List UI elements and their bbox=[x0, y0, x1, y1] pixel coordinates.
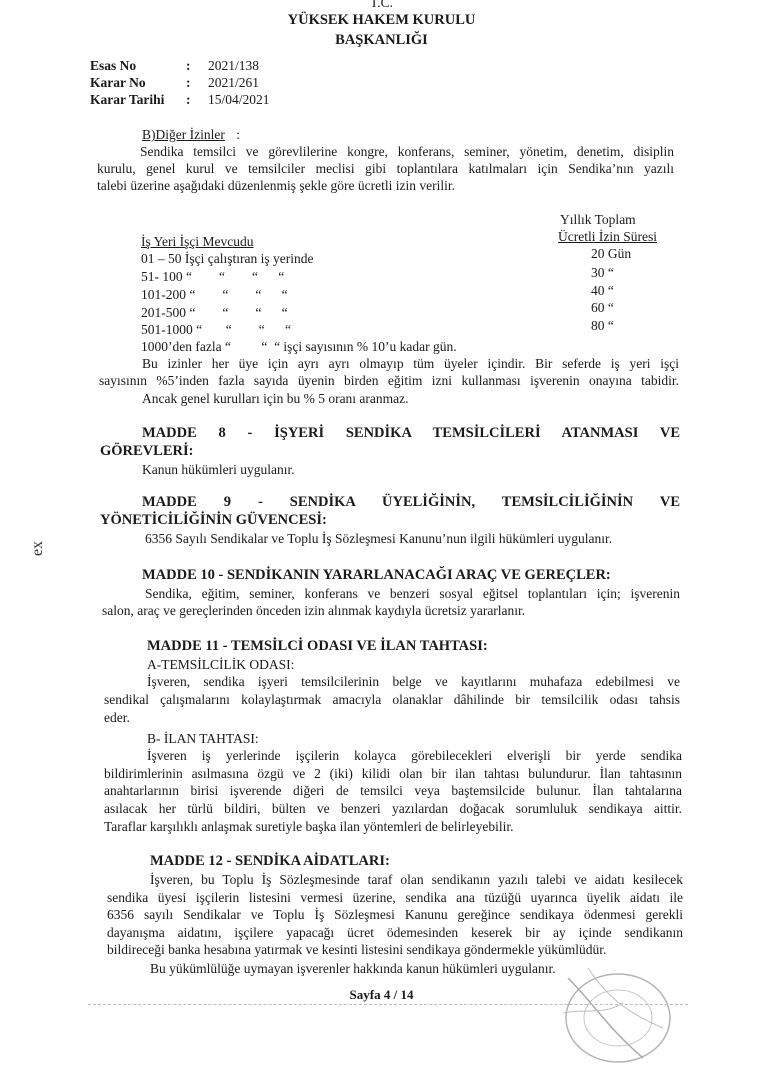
madde8-title-cont: GÖREVLERİ: bbox=[100, 443, 194, 459]
leave-col2-header-2: Ücretli İzin Süresi bbox=[558, 229, 657, 244]
meta-label-karar: Karar No bbox=[90, 75, 146, 90]
madde10-body-line: salon, araç ve gereçlerinden önceden izin alınmak kaydıyla ücretsiz yararlanır. bbox=[102, 603, 526, 618]
leave-row-days: 40 “ bbox=[591, 283, 614, 298]
leave-col2-header-1: Yıllık Toplam bbox=[560, 212, 636, 227]
madde11-b-line: asılacak her türlü bildiri, bülten ve benzeri yazılardan doğacak sorumluluk sendikaya aittir. bbox=[104, 801, 682, 816]
madde8-title: MADDE 8 - İŞYERİ SENDİKA TEMSİLCİLERİ ATANMASI VE bbox=[142, 425, 680, 441]
leave-row-range: 501-1000 “ “ “ “ bbox=[141, 322, 291, 337]
header-top-line: T.C. bbox=[370, 0, 393, 10]
institution-name: YÜKSEK HAKEM KURULU bbox=[287, 12, 476, 28]
meta-sep: : bbox=[186, 92, 191, 107]
leave-row-days: 20 Gün bbox=[591, 246, 632, 261]
meta-value-esas: 2021/138 bbox=[208, 58, 260, 73]
section-b-title bbox=[142, 126, 240, 143]
leave-row-range: 201-500 “ “ “ “ bbox=[141, 305, 288, 320]
madde8-body: Kanun hükümleri uygulanır. bbox=[142, 462, 295, 477]
section-b-after-line: Bu izinler her üye için ayrı ayrı olmayıp tüm üyeler içindir. Bir seferde iş yeri işçi bbox=[142, 356, 679, 371]
section-b-after-line: Ancak genel kurulları için bu % 5 oranı aranmaz. bbox=[142, 391, 409, 406]
section-b-title-text: B)Diğer İzinler bbox=[142, 127, 225, 142]
madde12-line: İşveren, bu Toplu İş Sözleşmesinde taraf olan sendikanın yazılı talebi ve aidatı kesilecek bbox=[150, 872, 683, 887]
footer-divider bbox=[88, 1004, 688, 1005]
madde11-a-title: A-TEMSİLCİLİK ODASI: bbox=[147, 657, 295, 672]
madde11-a-line: İşveren, sendika işyeri temsilcilerinin belge ve kayıtlarını muhafaza edebilmesi ve bbox=[147, 674, 680, 689]
madde9-title-cont: YÖNETİCİLİĞİNİN GÜVENCESİ: bbox=[100, 512, 327, 528]
madde12-line: dayanışma aidatını, işçilere yapacağı ücret ödemesinden keserek bir ay içinde sendikanın bbox=[107, 925, 683, 940]
madde11-a-line: eder. bbox=[104, 710, 130, 725]
margin-handwritten-mark: ex bbox=[29, 540, 47, 557]
madde12-title: MADDE 12 - SENDİKA AİDATLARI: bbox=[150, 853, 390, 869]
leave-row-days: 30 “ bbox=[591, 265, 614, 280]
section-b-intro-line: talebi üzerine aşağıdaki düzenlenmiş şekle göre ücretli izin verilir. bbox=[97, 178, 455, 193]
leave-row-days: 80 “ bbox=[591, 318, 614, 333]
meta-label-esas: Esas No bbox=[90, 58, 137, 73]
leave-col1-header: İş Yeri İşçi Mevcudu bbox=[141, 234, 254, 249]
section-b-intro-line: Sendika temsilci ve görevlilerine kongre, konferans, seminer, yönetim, denetim, disiplin bbox=[140, 144, 674, 159]
leave-last-row: 1000’den fazla “ “ “ işçi sayısının % 10’u kadar gün. bbox=[141, 339, 457, 354]
madde9-body: 6356 Sayılı Sendikalar ve Toplu İş Sözleşmesi Kanunu’nun ilgili hükümleri uygulanır. bbox=[145, 531, 613, 546]
madde12-line: sendika üyesi işçilerin listesini vermesi üzerine, sendika ana tüzüğü uyarınca üyelik aidatı ile bbox=[107, 890, 683, 905]
madde12-line: bildireceği banka hesabına yatırmak ve kesinti listesini sendikaya göndermekle yükümlüdür. bbox=[107, 942, 607, 957]
section-b-intro-line: kurulu, genel kurul ve temsilciler meclisi gibi toplantılara katılmaları için Sendika’nın yazılı bbox=[97, 161, 674, 176]
office-name: BAŞKANLIĞI bbox=[335, 32, 428, 48]
leave-row-range: 51- 100 “ “ “ “ bbox=[141, 269, 285, 284]
madde10-body-line: Sendika, eğitim, seminer, konferans ve benzeri sosyal eğitsel toplantıları için; işverenin bbox=[145, 586, 680, 601]
leave-row-range: 101-200 “ “ “ “ bbox=[141, 287, 288, 302]
meta-sep: : bbox=[186, 58, 191, 73]
madde11-b-title: B- İLAN TAHTASI: bbox=[147, 731, 259, 746]
madde11-a-line: sendikal çalışmalarını kolaylaştırmak amacıyla olanaklar dâhilinde bir temsilcilik odası tahsis bbox=[104, 692, 680, 707]
madde11-title: MADDE 11 - TEMSİLCİ ODASI VE İLAN TAHTASI: bbox=[147, 638, 488, 654]
madde11-b-line: anahtarlarının birisi işverende diğeri de temsilci veya baştemsilcide bulunur. İlan tahtalarına bbox=[104, 783, 682, 798]
meta-value-tarih: 15/04/2021 bbox=[208, 92, 270, 107]
section-b-title-colon: : bbox=[236, 127, 240, 142]
meta-label-tarih: Karar Tarihi bbox=[90, 92, 165, 107]
page-number: Sayfa 4 / 14 bbox=[349, 987, 414, 1002]
madde12-last-line: Bu yükümlülüğe uymayan işverenler hakkında kanun hükümleri uygulanır. bbox=[150, 961, 556, 976]
madde11-b-line: İşveren iş yerlerinde işçilerin kolayca görebilecekleri elverişli bir yerde sendika bbox=[147, 748, 682, 763]
madde10-title: MADDE 10 - SENDİKANIN YARARLANACAĞI ARAÇ VE GEREÇLER: bbox=[142, 567, 611, 583]
madde9-title: MADDE 9 - SENDİKA ÜYELİĞİNİN, TEMSİLCİLİĞİNİN VE bbox=[142, 494, 680, 510]
meta-sep: : bbox=[186, 75, 191, 90]
madde12-line: 6356 sayılı Sendikalar ve Toplu İş Sözleşmesi Kanunu gereğince sendikaya ödenmesi gerekli bbox=[107, 907, 683, 922]
official-stamp-icon bbox=[548, 958, 678, 1068]
meta-value-karar: 2021/261 bbox=[208, 75, 260, 90]
section-b-after-line: sayısının %5’inden fazla sayıda üyenin birden eğitim izni kullanması işverenin onayına tabidir. bbox=[99, 373, 679, 388]
leave-row-days: 60 “ bbox=[591, 300, 614, 315]
madde11-b-line: Taraflar karşılıklı anlaşmak suretiyle başka ilan yöntemleri de belirleyebilir. bbox=[104, 819, 514, 834]
madde11-b-line: bildirimlerinin asılmasına özgü ve 2 (iki) kilidi olan bir ilan tahtası bulundurur. İlan tahtasının bbox=[104, 766, 682, 781]
leave-row-range: 01 – 50 İşçi çalıştıran iş yerinde bbox=[141, 251, 314, 266]
